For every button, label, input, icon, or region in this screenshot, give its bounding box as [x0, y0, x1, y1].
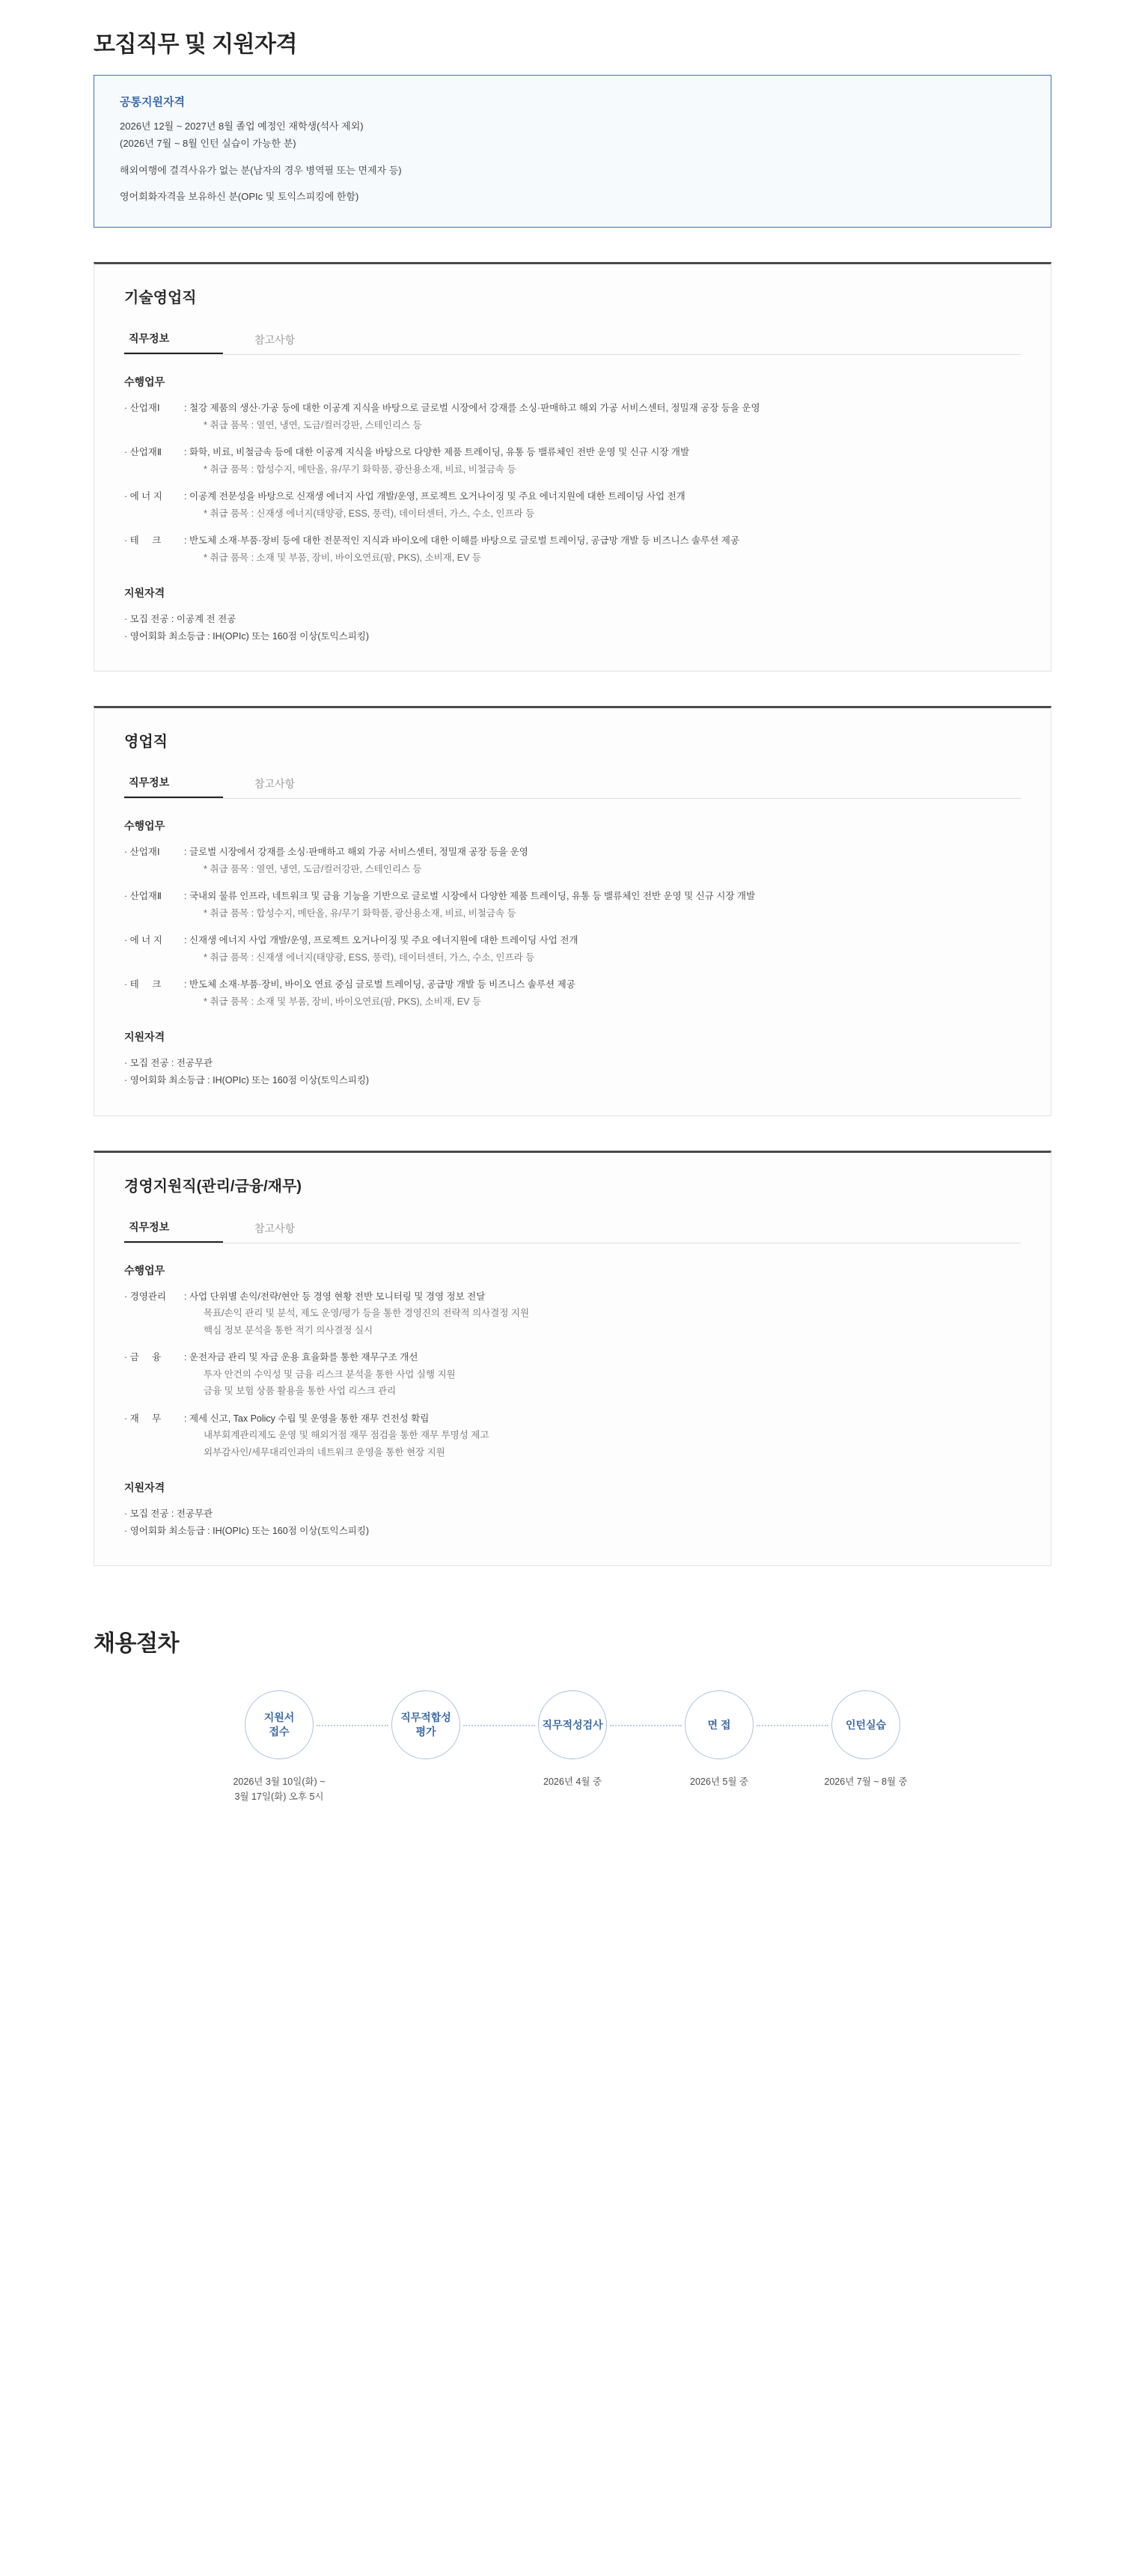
- spacer: [120, 179, 1025, 189]
- tab-job-info[interactable]: 직무정보: [124, 1214, 223, 1243]
- job-title: 경영지원직(관리/금융/재무): [124, 1178, 302, 1195]
- duty-item: [124, 400, 1021, 433]
- process-step-job-fit: [352, 1690, 499, 1774]
- step-caption-line1: 2026년 3월 10일(화) ~: [233, 1776, 326, 1788]
- duty-text: : 반도체 소재·부품·장비, 바이오 연료 중심 글로벌 트레이딩, 공급망 개발 등 비즈니스 솔루션 제공: [184, 979, 575, 990]
- duty-item: [124, 532, 1021, 566]
- qualification-line: · 영어회화 최소등급 : IH(OPIc) 또는 160점 이상(토익스피킹): [124, 631, 370, 642]
- job-title: 영업직: [124, 734, 168, 751]
- duty-subtext: 투자 안건의 수익성 및 금융 리스크 분석을 통한 사업 실행 지원: [204, 1368, 456, 1380]
- duty-label: · 산업재Ⅱ: [124, 447, 162, 457]
- qualification-line: · 모집 전공 : 전공무관: [124, 1058, 213, 1069]
- job-tabs: [124, 1214, 1021, 1243]
- process-title: 채용절차: [94, 1631, 179, 1657]
- spacer: [49, 672, 1096, 706]
- duties-heading: 수행업무: [124, 1264, 165, 1276]
- duty-subtext: 외부감사인/세무대리인과의 네트워크 운영을 통한 현장 지원: [204, 1446, 445, 1458]
- content-wrapper: [49, 0, 1096, 1857]
- step-label-line1: 직무적성검사: [542, 1718, 603, 1731]
- duty-subtext: 금융 및 보험 상품 활용을 통한 사업 리스크 관리: [204, 1386, 397, 1396]
- step-label-line1: 면 접: [707, 1718, 731, 1731]
- duty-item: [124, 888, 1021, 922]
- duties-heading: 수행업무: [124, 820, 165, 832]
- duty-subtext: * 취급 품목 : 소재 및 부품, 장비, 바이오연료(팜, PKS), 소비재, EV 등: [204, 552, 481, 563]
- duty-text: : 이공계 전문성을 바탕으로 신재생 에너지 사업 개발/운영, 프로젝트 오거나이징 및 주요 에너지원에 대한 트레이딩 사업 전개: [184, 491, 686, 502]
- duty-text: : 국내외 물류 인프라, 네트워크 및 금융 기능을 기반으로 글로벌 시장에서 다양한 제품 트레이딩, 유통 등 밸류체인 전반 운영 및 신규 시장 개발: [184, 891, 756, 902]
- process-step-internship: [793, 1690, 939, 1789]
- page-title-row: [49, 0, 1096, 75]
- duty-item: [124, 1288, 1021, 1339]
- duty-subtext: * 취급 품목 : 합성수지, 메탄올, 유/무기 화학품, 광산용소재, 비료, 비철금속 등: [204, 907, 516, 919]
- step-label-line1: 직무적합성: [400, 1711, 451, 1724]
- step-caption: 2026년 7월 ~ 8월 중: [824, 1776, 908, 1788]
- tab-reference[interactable]: 참고사항: [254, 778, 296, 791]
- qualification-line: · 모집 전공 : 전공무관: [124, 1508, 213, 1519]
- step-connector: [463, 1725, 535, 1726]
- duty-text: : 철강 제품의 생산·가공 등에 대한 이공계 지식을 바탕으로 글로벌 시장에서 강재를 소싱·판매하고 해외 가공 서비스센터, 정밀재 공장 등을 운영: [184, 403, 760, 413]
- step-circle: [685, 1690, 754, 1759]
- duty-label: · 에 너 지: [124, 935, 162, 946]
- job-card-technical-sales: [94, 262, 1051, 672]
- job-tabs: [124, 325, 1021, 355]
- process-step-aptitude-test: [499, 1690, 646, 1789]
- duty-label: · 테 크: [124, 535, 162, 546]
- duty-item: [124, 932, 1021, 966]
- job-card-management-support: [94, 1151, 1051, 1567]
- common-qualification-line: 영어회화자격을 보유하신 분(OPIc 및 토익스피킹에 한함): [120, 191, 359, 203]
- duty-subtext: 핵심 정보 분석을 통한 적기 의사결정 실시: [204, 1324, 373, 1336]
- duty-subtext: 목표/손익 관리 및 분석, 제도 운영/평가 등을 통한 경영진의 전략적 의사결정 지원: [204, 1308, 530, 1318]
- duty-item: [124, 444, 1021, 478]
- step-caption: 2026년 5월 중: [690, 1776, 748, 1788]
- duty-item: [124, 488, 1021, 522]
- step-connector: [610, 1725, 682, 1726]
- duty-subtext: * 취급 품목 : 합성수지, 메탄올, 유/무기 화학품, 광산용소재, 비료, 비철금속 등: [204, 463, 516, 475]
- tab-reference[interactable]: 참고사항: [254, 334, 296, 346]
- step-circle: [831, 1690, 900, 1759]
- duty-item: [124, 976, 1021, 1010]
- step-caption: [206, 1774, 352, 1804]
- qualification-heading: 지원자격: [124, 1031, 165, 1044]
- tab-job-info[interactable]: 직무정보: [124, 325, 223, 354]
- qualification-line: · 영어회화 최소등급 : IH(OPIc) 또는 160점 이상(토익스피킹): [124, 1075, 370, 1086]
- duty-label: · 에 너 지: [124, 491, 162, 502]
- step-label-line1: 인턴실습: [845, 1718, 887, 1731]
- duty-item: [124, 1349, 1021, 1400]
- tab-reference[interactable]: 참고사항: [254, 1222, 296, 1234]
- duty-text: : 사업 단위별 손익/전략/현안 등 경영 현황 전반 모니터링 및 경영 정보 전달: [184, 1291, 486, 1302]
- process-steps: [49, 1690, 1096, 1804]
- job-title: 기술영업직: [124, 290, 197, 306]
- duty-label: · 재 무: [124, 1413, 162, 1424]
- duty-subtext: * 취급 품목 : 소재 및 부품, 장비, 바이오연료(팜, PKS), 소비재, EV 등: [204, 996, 481, 1007]
- duty-label: · 경영관리: [124, 1291, 166, 1302]
- duty-subtext: * 취급 품목 : 열연, 냉연, 도금/컬러강판, 스테인리스 등: [204, 419, 422, 430]
- step-connector: [757, 1725, 828, 1726]
- qualification-line: · 영어회화 최소등급 : IH(OPIc) 또는 160점 이상(토익스피킹): [124, 1526, 370, 1537]
- duty-text: : 글로벌 시장에서 강재를 소싱·판매하고 해외 가공 서비스센터, 정밀재 공장 등을 운영: [184, 847, 528, 858]
- step-caption: 2026년 4월 중: [543, 1776, 602, 1788]
- duty-text: : 제세 신고, Tax Policy 수립 및 운영을 통한 재무 건전성 확립: [184, 1413, 430, 1424]
- process-step-application: [206, 1690, 352, 1804]
- recruitment-process-section: [49, 1625, 1096, 1857]
- duty-label: · 테 크: [124, 979, 162, 990]
- qualification-heading: 지원자격: [124, 1482, 165, 1493]
- duty-label: · 산업재Ⅰ: [124, 403, 160, 413]
- step-circle: [245, 1690, 314, 1759]
- common-qualification-line: 2026년 12월 ~ 2027년 8월 졸업 예정인 재학생(석사 제외): [120, 121, 364, 132]
- spacer: [120, 153, 1025, 162]
- page-title: 모집직무 및 지원자격: [94, 32, 297, 57]
- duty-text: : 신재생 에너지 사업 개발/운영, 프로젝트 오거나이징 및 주요 에너지원에 대한 트레이딩 사업 전개: [184, 935, 578, 946]
- step-circle: [391, 1690, 460, 1759]
- duty-subtext: * 취급 품목 : 신재생 에너지(태양광, ESS, 풍력), 데이터센터, 가스, 수소, 인프라 등: [204, 508, 535, 519]
- tab-job-info[interactable]: 직무정보: [124, 769, 223, 798]
- step-label-line2: 접수: [269, 1726, 290, 1738]
- duty-label: · 산업재Ⅰ: [124, 847, 160, 858]
- job-tabs: [124, 769, 1021, 799]
- duty-item: [124, 844, 1021, 877]
- duty-text: : 반도체 소재·부품·장비 등에 대한 전문적인 지식과 바이오에 대한 이해를 바탕으로 글로벌 트레이딩, 공급망 개발 등 비즈니스 솔루션 제공: [184, 535, 739, 546]
- duty-label: · 산업재Ⅱ: [124, 891, 162, 902]
- job-card-sales: [94, 706, 1051, 1115]
- qualification-line: · 모집 전공 : 이공계 전 전공: [124, 614, 236, 624]
- duty-item: [124, 1410, 1021, 1461]
- qualification-heading: 지원자격: [124, 587, 165, 599]
- step-caption-line2: 3월 17일(화) 오후 5시: [234, 1791, 324, 1803]
- duty-label: · 금 융: [124, 1352, 162, 1362]
- step-circle: [538, 1690, 607, 1759]
- common-qualification-line: 해외여행에 결격사유가 없는 분(남자의 경우 병역필 또는 면제자 등): [120, 164, 402, 176]
- step-label-line1: 지원서: [263, 1711, 295, 1724]
- duty-text: : 화학, 비료, 비철금속 등에 대한 이공계 지식을 바탕으로 다양한 제품 트레이딩, 유통 등 밸류체인 전반 운영 및 신규 시장 개발: [184, 447, 690, 457]
- process-step-interview: [646, 1690, 793, 1789]
- common-qualification-line: (2026년 7월 ~ 8월 인턴 실습이 가능한 분): [120, 137, 296, 149]
- common-qualification-title: 공통지원자격: [120, 96, 185, 109]
- process-title-row: [49, 1625, 1096, 1690]
- duty-subtext: * 취급 품목 : 신재생 에너지(태양광, ESS, 풍력), 데이터센터, 가스, 수소, 인프라 등: [204, 951, 535, 963]
- common-qualification-box: [94, 75, 1051, 228]
- duty-subtext: * 취급 품목 : 열연, 냉연, 도금/컬러강판, 스테인리스 등: [204, 863, 422, 874]
- step-label-line2: 평가: [415, 1726, 436, 1738]
- duty-text: : 운전자금 관리 및 자금 운용 효율화를 통한 재무구조 개선: [184, 1352, 418, 1362]
- duty-subtext: 내부회계관리제도 운영 및 해외거점 재무 점검을 통한 재무 투명성 제고: [204, 1430, 489, 1440]
- spacer: [49, 1116, 1096, 1151]
- duties-heading: 수행업무: [124, 376, 165, 388]
- step-connector: [317, 1725, 388, 1726]
- spacer: [49, 228, 1096, 262]
